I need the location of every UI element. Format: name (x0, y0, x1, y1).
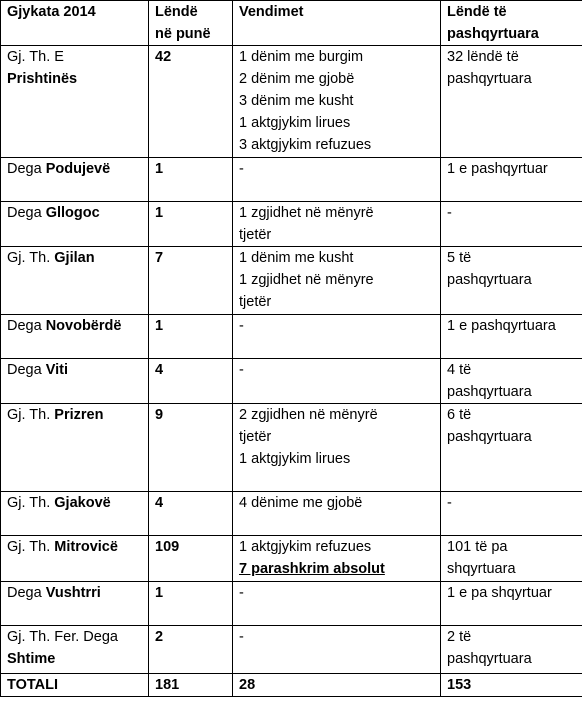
decision-line: - (239, 161, 244, 177)
cases-value: 1 (155, 585, 164, 601)
unreviewed-line: 101 të pa (447, 539, 508, 555)
decisions-cell (233, 158, 441, 202)
decision-line: 2 zgjidhen në mënyrë (239, 407, 378, 423)
total-unreviewed-cell (441, 674, 582, 697)
header-cases-line1: Lëndë (155, 4, 198, 20)
cases-value: 2 (155, 629, 164, 645)
court-name: Prishtinës (7, 71, 78, 87)
table-row (1, 247, 582, 315)
cases-cell (149, 315, 233, 359)
cases-cell (149, 492, 233, 536)
cases-cell (149, 404, 233, 492)
unreviewed-line: 5 të (447, 250, 472, 266)
cases-value: 109 (155, 539, 180, 555)
unreviewed-cell (441, 536, 582, 582)
header-unreviewed-line2: pashqyrtuara (447, 26, 539, 42)
cases-cell (149, 158, 233, 202)
total-unreviewed: 153 (447, 677, 472, 693)
decision-line: 1 dënim me burgim (239, 49, 364, 65)
court-cell (1, 626, 149, 674)
total-label: TOTALI (7, 677, 59, 693)
table-row (1, 359, 582, 404)
court-prefix: Dega (7, 318, 42, 334)
court-cell (1, 536, 149, 582)
unreviewed-line: pashqyrtuara (447, 71, 532, 87)
cases-cell (149, 536, 233, 582)
unreviewed-cell (441, 158, 582, 202)
table-row (1, 626, 582, 674)
cases-value: 4 (155, 362, 164, 378)
decision-line: 1 dënim me kusht (239, 250, 354, 266)
total-label-cell (1, 674, 149, 697)
decision-line: - (239, 362, 244, 378)
decisions-cell (233, 626, 441, 674)
unreviewed-line: 1 e pashqyrtuara (447, 318, 556, 334)
cases-value: 42 (155, 49, 172, 65)
unreviewed-line: 1 e pashqyrtuar (447, 161, 548, 177)
court-name: Viti (45, 362, 68, 378)
total-decisions-cell (233, 674, 441, 697)
court-name: Shtime (7, 651, 56, 667)
court-prefix: Dega (7, 362, 42, 378)
decision-line: - (239, 585, 244, 601)
table-row (1, 46, 582, 158)
court-name: Gjakovë (54, 495, 111, 511)
unreviewed-line: pashqyrtuara (447, 651, 532, 667)
cases-value: 1 (155, 161, 164, 177)
court-prefix: Gj. Th. E (7, 49, 64, 65)
header-row (1, 1, 582, 46)
cases-cell (149, 202, 233, 247)
court-cell (1, 46, 149, 158)
cases-cell (149, 359, 233, 404)
decision-line: tjetër (239, 227, 272, 243)
decisions-cell (233, 582, 441, 626)
cases-cell (149, 247, 233, 315)
unreviewed-cell (441, 46, 582, 158)
unreviewed-cell (441, 315, 582, 359)
header-unreviewed-line1: Lëndë të (447, 4, 507, 20)
table-row (1, 492, 582, 536)
decision-line: 4 dënime me gjobë (239, 495, 363, 511)
court-prefix: Dega (7, 205, 42, 221)
header-cases-line2: në punë (155, 26, 211, 42)
decision-line: tjetër (239, 429, 272, 445)
decisions-cell (233, 359, 441, 404)
court-name: Prizren (54, 407, 104, 423)
total-cases: 181 (155, 677, 180, 693)
cases-value: 9 (155, 407, 164, 423)
decision-line: 1 aktgjykim lirues (239, 115, 351, 131)
header-cases (149, 1, 233, 46)
court-name: Gjilan (54, 250, 95, 266)
court-prefix: Dega (7, 161, 42, 177)
unreviewed-line: pashqyrtuara (447, 272, 532, 288)
header-court (1, 1, 149, 46)
total-decisions: 28 (239, 677, 256, 693)
header-unreviewed (441, 1, 582, 46)
unreviewed-cell (441, 582, 582, 626)
cases-value: 7 (155, 250, 164, 266)
court-cell (1, 359, 149, 404)
unreviewed-line: 1 e pa shqyrtuar (447, 585, 552, 601)
court-prefix: Gj. Th. (7, 495, 51, 511)
court-prefix: Gj. Th. Fer. Dega (7, 629, 118, 645)
cases-cell (149, 626, 233, 674)
court-name: Gllogoc (45, 205, 100, 221)
unreviewed-line: pashqyrtuara (447, 429, 532, 445)
decision-line: 2 dënim me gjobë (239, 71, 355, 87)
header-decisions-label: Vendimet (239, 4, 304, 20)
court-cell (1, 404, 149, 492)
cases-value: 1 (155, 205, 164, 221)
decision-line: 1 zgjidhet në mënyre (239, 272, 374, 288)
decisions-cell (233, 247, 441, 315)
total-cases-cell (149, 674, 233, 697)
total-row (1, 674, 582, 697)
unreviewed-cell (441, 626, 582, 674)
decision-line: 1 aktgjykim refuzues (239, 539, 372, 555)
decision-line: 1 aktgjykim lirues (239, 451, 351, 467)
decision-line: 3 aktgjykim refuzues (239, 137, 372, 153)
unreviewed-cell (441, 359, 582, 404)
header-decisions (233, 1, 441, 46)
decisions-cell (233, 315, 441, 359)
cases-cell (149, 46, 233, 158)
table-row (1, 582, 582, 626)
court-cell (1, 158, 149, 202)
decision-line: tjetër (239, 294, 272, 310)
unreviewed-line: pashqyrtuara (447, 384, 532, 400)
table-row (1, 536, 582, 582)
cases-value: 4 (155, 495, 164, 511)
court-cell (1, 492, 149, 536)
unreviewed-line: 4 të (447, 362, 472, 378)
unreviewed-line: - (447, 495, 452, 511)
court-prefix: Gj. Th. (7, 250, 51, 266)
court-name: Podujevë (45, 161, 111, 177)
decisions-cell (233, 536, 441, 582)
unreviewed-line: shqyrtuara (447, 561, 516, 577)
decision-line: - (239, 318, 244, 334)
cases-cell (149, 582, 233, 626)
header-court-label: Gjykata 2014 (7, 4, 96, 20)
decisions-cell (233, 404, 441, 492)
decisions-cell (233, 492, 441, 536)
unreviewed-line: 6 të (447, 407, 472, 423)
decision-emphasis-line: 7 parashkrim absolut (239, 561, 385, 577)
court-prefix: Dega (7, 585, 42, 601)
court-name: Novobërdë (45, 318, 122, 334)
table-row (1, 158, 582, 202)
unreviewed-line: 2 të (447, 629, 472, 645)
court-name: Vushtrri (45, 585, 101, 601)
court-prefix: Gj. Th. (7, 407, 51, 423)
unreviewed-cell (441, 404, 582, 492)
court-name: Mitrovicë (54, 539, 118, 555)
court-cell (1, 315, 149, 359)
court-prefix: Gj. Th. (7, 539, 51, 555)
decision-line: 3 dënim me kusht (239, 93, 354, 109)
unreviewed-line: - (447, 205, 452, 221)
court-cell (1, 202, 149, 247)
unreviewed-cell (441, 492, 582, 536)
decision-line: 1 zgjidhet në mënyrë (239, 205, 374, 221)
unreviewed-cell (441, 247, 582, 315)
table-row (1, 315, 582, 359)
court-cell (1, 582, 149, 626)
table-row (1, 202, 582, 247)
decision-line: - (239, 629, 244, 645)
unreviewed-line: 32 lëndë të (447, 49, 519, 65)
table-row (1, 404, 582, 492)
court-cell (1, 247, 149, 315)
cases-value: 1 (155, 318, 164, 334)
decisions-cell (233, 202, 441, 247)
unreviewed-cell (441, 202, 582, 247)
decisions-cell (233, 46, 441, 158)
